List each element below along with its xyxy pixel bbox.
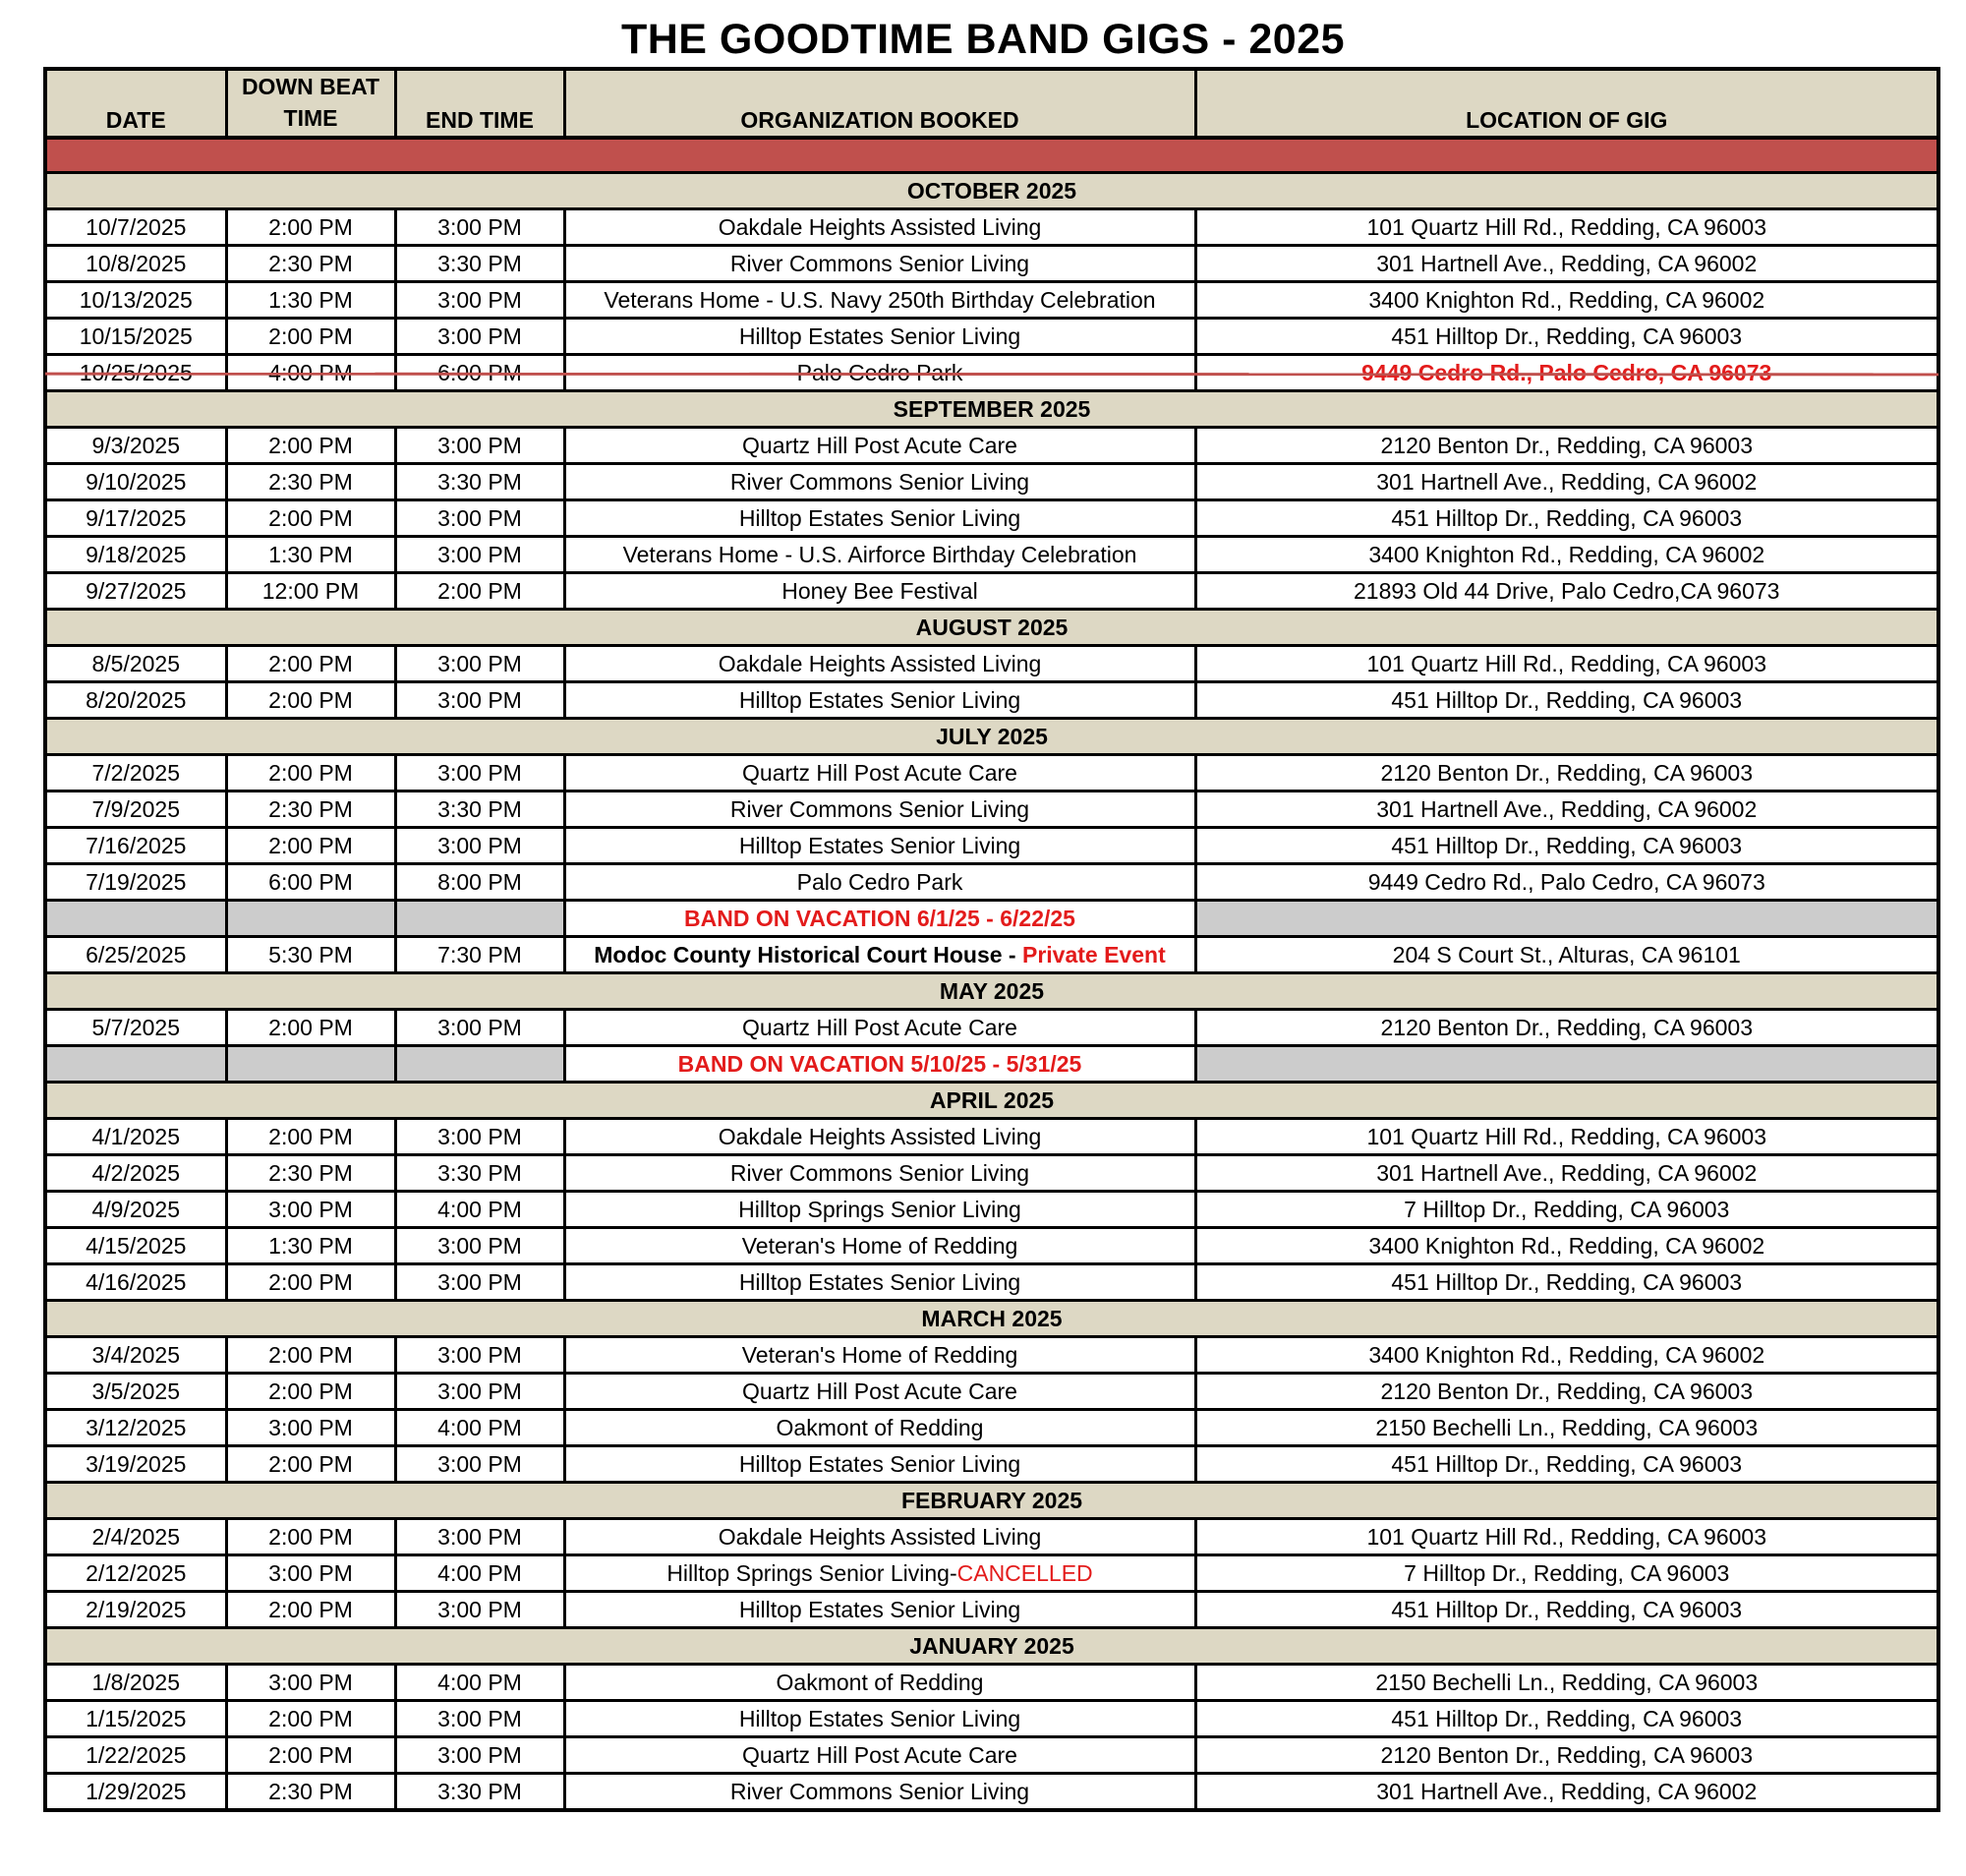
cell-date: 9/17/2025	[45, 500, 226, 537]
vacation-blank-cell	[1195, 1046, 1938, 1083]
cell-date: 4/9/2025	[45, 1192, 226, 1228]
cell-down-beat-time: 3:00 PM	[226, 1555, 395, 1592]
cell-end-time: 3:00 PM	[395, 1119, 564, 1155]
table-row	[45, 1155, 1938, 1192]
table-header	[45, 69, 1938, 138]
table-row	[45, 246, 1938, 282]
month-label: JANUARY 2025	[45, 1628, 1938, 1665]
month-header-row	[45, 973, 1938, 1010]
cell-location: 9449 Cedro Rd., Palo Cedro, CA 96073	[1195, 864, 1938, 901]
cell-end-time: 3:30 PM	[395, 464, 564, 500]
cell-organization	[564, 246, 1195, 282]
table-row	[45, 1119, 1938, 1155]
month-label: FEBRUARY 2025	[45, 1483, 1938, 1519]
cell-organization	[564, 1410, 1195, 1446]
cell-down-beat-time: 2:00 PM	[226, 755, 395, 791]
column-header-down-beat-line2: TIME	[283, 105, 338, 131]
cell-location: 2150 Bechelli Ln., Redding, CA 96003	[1195, 1665, 1938, 1701]
table-row	[45, 209, 1938, 246]
vacation-note: BAND ON VACATION 5/10/25 - 5/31/25	[564, 1046, 1195, 1083]
cell-date: 9/27/2025	[45, 573, 226, 610]
cell-down-beat-time: 2:00 PM	[226, 319, 395, 355]
cell-organization	[564, 864, 1195, 901]
cell-location: 451 Hilltop Dr., Redding, CA 96003	[1195, 500, 1938, 537]
cell-down-beat-time: 4:00 PM	[226, 355, 395, 391]
table-row	[45, 1592, 1938, 1628]
cell-date: 1/22/2025	[45, 1737, 226, 1774]
cell-down-beat-time: 2:30 PM	[226, 246, 395, 282]
vacation-blank-cell	[226, 1046, 395, 1083]
cell-end-time: 3:00 PM	[395, 1374, 564, 1410]
cell-organization	[564, 755, 1195, 791]
organization-note: CANCELLED	[956, 1559, 1093, 1586]
column-header-date: DATE	[45, 69, 226, 138]
cell-end-time: 4:00 PM	[395, 1192, 564, 1228]
cell-location: 451 Hilltop Dr., Redding, CA 96003	[1195, 1592, 1938, 1628]
organization-name: Hilltop Estates Senior Living	[738, 1596, 1021, 1622]
table-row	[45, 1555, 1938, 1592]
cell-location: 451 Hilltop Dr., Redding, CA 96003	[1195, 1446, 1938, 1483]
cell-down-beat-time: 2:00 PM	[226, 682, 395, 719]
cell-location: 451 Hilltop Dr., Redding, CA 96003	[1195, 1264, 1938, 1301]
month-label: OCTOBER 2025	[45, 173, 1938, 209]
table-row	[45, 864, 1938, 901]
month-header-row	[45, 1083, 1938, 1119]
cell-date: 8/5/2025	[45, 646, 226, 682]
cell-down-beat-time: 3:00 PM	[226, 1665, 395, 1701]
cell-end-time: 4:00 PM	[395, 1555, 564, 1592]
cell-organization	[564, 1665, 1195, 1701]
organization-name: Hilltop Estates Senior Living	[738, 1450, 1021, 1477]
cell-date: 7/16/2025	[45, 828, 226, 864]
cell-date: 2/19/2025	[45, 1592, 226, 1628]
cell-down-beat-time: 2:00 PM	[226, 1010, 395, 1046]
month-header-row	[45, 719, 1938, 755]
cell-end-time: 7:30 PM	[395, 937, 564, 973]
cell-location: 301 Hartnell Ave., Redding, CA 96002	[1195, 1774, 1938, 1811]
cell-organization	[564, 1446, 1195, 1483]
vacation-blank-cell	[395, 1046, 564, 1083]
column-header-down-beat-line1: DOWN BEAT	[241, 74, 380, 99]
organization-name: River Commons Senior Living	[729, 1778, 1030, 1804]
cell-down-beat-time: 2:00 PM	[226, 428, 395, 464]
cell-end-time: 3:00 PM	[395, 1737, 564, 1774]
cell-end-time: 3:00 PM	[395, 1010, 564, 1046]
cell-organization	[564, 573, 1195, 610]
cell-end-time: 3:00 PM	[395, 1337, 564, 1374]
cell-down-beat-time: 2:00 PM	[226, 1701, 395, 1737]
organization-name: Palo Cedro Park	[796, 868, 963, 895]
organization-name: Quartz Hill Post Acute Care	[742, 432, 1017, 458]
cell-organization	[564, 209, 1195, 246]
table-row	[45, 1264, 1938, 1301]
cell-end-time: 6:00 PM	[395, 355, 564, 391]
cell-end-time: 2:00 PM	[395, 573, 564, 610]
vacation-row	[45, 901, 1938, 937]
month-header-row	[45, 1301, 1938, 1337]
organization-name: Hilltop Estates Senior Living	[738, 832, 1021, 858]
table-row	[45, 537, 1938, 573]
table-row	[45, 319, 1938, 355]
cell-end-time: 3:30 PM	[395, 1774, 564, 1811]
organization-name: Quartz Hill Post Acute Care	[742, 1741, 1017, 1768]
cell-date: 10/13/2025	[45, 282, 226, 319]
organization-name: Modoc County Historical Court House -	[594, 941, 1022, 967]
vacation-note: BAND ON VACATION 6/1/25 - 6/22/25	[564, 901, 1195, 937]
cell-date: 3/19/2025	[45, 1446, 226, 1483]
cell-organization	[564, 828, 1195, 864]
cell-location: 9449 Cedro Rd., Palo Cedro, CA 96073	[1195, 355, 1938, 391]
cell-location: 2120 Benton Dr., Redding, CA 96003	[1195, 1010, 1938, 1046]
cell-end-time: 3:00 PM	[395, 319, 564, 355]
cell-location: 301 Hartnell Ave., Redding, CA 96002	[1195, 1155, 1938, 1192]
organization-name: River Commons Senior Living	[729, 468, 1030, 495]
page-title: THE GOODTIME BAND GIGS - 2025	[620, 16, 1346, 63]
vacation-blank-cell	[45, 901, 226, 937]
cell-down-beat-time: 3:00 PM	[226, 1410, 395, 1446]
cell-down-beat-time: 2:00 PM	[226, 1374, 395, 1410]
cell-location: 101 Quartz Hill Rd., Redding, CA 96003	[1195, 1519, 1938, 1555]
cell-down-beat-time: 2:00 PM	[226, 1592, 395, 1628]
cell-date: 3/12/2025	[45, 1410, 226, 1446]
cell-date: 3/5/2025	[45, 1374, 226, 1410]
organization-note: Private Event	[1021, 941, 1166, 967]
organization-name: Hilltop Estates Senior Living	[738, 504, 1021, 531]
cell-organization	[564, 1555, 1195, 1592]
cell-down-beat-time: 2:00 PM	[226, 1519, 395, 1555]
month-label: MAY 2025	[45, 973, 1938, 1010]
cell-date: 7/2/2025	[45, 755, 226, 791]
table-row	[45, 464, 1938, 500]
cell-end-time: 3:00 PM	[395, 428, 564, 464]
table-row	[45, 1337, 1938, 1374]
vacation-blank-cell	[226, 901, 395, 937]
month-label: APRIL 2025	[45, 1083, 1938, 1119]
cell-down-beat-time: 2:00 PM	[226, 646, 395, 682]
table-row	[45, 755, 1938, 791]
organization-name: Oakmont of Redding	[776, 1669, 984, 1695]
cell-date: 10/7/2025	[45, 209, 226, 246]
table-row	[45, 1519, 1938, 1555]
cell-location: 101 Quartz Hill Rd., Redding, CA 96003	[1195, 209, 1938, 246]
cell-end-time: 3:30 PM	[395, 1155, 564, 1192]
table-row	[45, 1228, 1938, 1264]
cell-date: 4/1/2025	[45, 1119, 226, 1155]
cell-date: 6/25/2025	[45, 937, 226, 973]
table-row	[45, 1701, 1938, 1737]
month-label: JULY 2025	[45, 719, 1938, 755]
cell-end-time: 8:00 PM	[395, 864, 564, 901]
table-row	[45, 1665, 1938, 1701]
cell-organization	[564, 1155, 1195, 1192]
accent-band-row	[45, 138, 1938, 173]
cell-location: 21893 Old 44 Drive, Palo Cedro,CA 96073	[1195, 573, 1938, 610]
cell-down-beat-time: 3:00 PM	[226, 1192, 395, 1228]
cell-date: 9/18/2025	[45, 537, 226, 573]
table-row	[45, 1192, 1938, 1228]
cell-end-time: 3:00 PM	[395, 282, 564, 319]
cell-down-beat-time: 2:00 PM	[226, 500, 395, 537]
table-row	[45, 1774, 1938, 1811]
cell-date: 7/9/2025	[45, 791, 226, 828]
month-label: AUGUST 2025	[45, 610, 1938, 646]
cell-date: 9/3/2025	[45, 428, 226, 464]
cell-organization	[564, 1701, 1195, 1737]
cell-date: 4/16/2025	[45, 1264, 226, 1301]
cell-down-beat-time: 2:00 PM	[226, 1264, 395, 1301]
organization-name: Quartz Hill Post Acute Care	[742, 1014, 1017, 1040]
organization-name: Veterans Home - U.S. Navy 250th Birthday Celebration	[604, 286, 1156, 313]
table-row	[45, 1737, 1938, 1774]
cell-end-time: 4:00 PM	[395, 1665, 564, 1701]
cell-down-beat-time: 1:30 PM	[226, 537, 395, 573]
cell-location: 2120 Benton Dr., Redding, CA 96003	[1195, 1374, 1938, 1410]
cell-organization	[564, 1337, 1195, 1374]
cell-end-time: 4:00 PM	[395, 1410, 564, 1446]
month-header-row	[45, 391, 1938, 428]
cell-date: 1/8/2025	[45, 1665, 226, 1701]
organization-name: Oakdale Heights Assisted Living	[718, 213, 1042, 240]
cell-down-beat-time: 5:30 PM	[226, 937, 395, 973]
gigs-table	[43, 67, 1940, 1812]
table-row	[45, 1410, 1938, 1446]
cell-down-beat-time: 1:30 PM	[226, 1228, 395, 1264]
cell-location: 451 Hilltop Dr., Redding, CA 96003	[1195, 828, 1938, 864]
table-row	[45, 937, 1938, 973]
cell-location: 301 Hartnell Ave., Redding, CA 96002	[1195, 464, 1938, 500]
cell-down-beat-time: 12:00 PM	[226, 573, 395, 610]
cell-location: 3400 Knighton Rd., Redding, CA 96002	[1195, 1337, 1938, 1374]
cell-organization	[564, 537, 1195, 573]
cell-location: 451 Hilltop Dr., Redding, CA 96003	[1195, 1701, 1938, 1737]
cell-date: 2/12/2025	[45, 1555, 226, 1592]
cell-organization	[564, 1192, 1195, 1228]
month-header-row	[45, 1483, 1938, 1519]
cell-date: 10/25/2025	[45, 355, 226, 391]
cell-end-time: 3:00 PM	[395, 682, 564, 719]
cell-date: 9/10/2025	[45, 464, 226, 500]
organization-name: Oakmont of Redding	[776, 1414, 984, 1440]
organization-name: Honey Bee Festival	[781, 577, 978, 604]
cell-down-beat-time: 2:00 PM	[226, 1119, 395, 1155]
vacation-blank-cell	[1195, 901, 1938, 937]
cell-date: 1/29/2025	[45, 1774, 226, 1811]
cell-date: 7/19/2025	[45, 864, 226, 901]
cell-location: 101 Quartz Hill Rd., Redding, CA 96003	[1195, 646, 1938, 682]
cell-location: 7 Hilltop Dr., Redding, CA 96003	[1195, 1555, 1938, 1592]
cell-down-beat-time: 2:30 PM	[226, 791, 395, 828]
cell-organization	[564, 1228, 1195, 1264]
table-row	[45, 573, 1938, 610]
organization-name: Hilltop Springs Senior Living	[738, 1196, 1021, 1222]
organization-name: Hilltop Estates Senior Living	[738, 1268, 1021, 1295]
organization-name: Hilltop Estates Senior Living	[738, 1705, 1021, 1731]
vacation-blank-cell	[45, 1046, 226, 1083]
cell-organization	[564, 500, 1195, 537]
cell-down-beat-time: 2:00 PM	[226, 1737, 395, 1774]
month-label: MARCH 2025	[45, 1301, 1938, 1337]
cell-down-beat-time: 2:00 PM	[226, 1337, 395, 1374]
organization-name: Palo Cedro Park	[796, 359, 963, 385]
cell-date: 2/4/2025	[45, 1519, 226, 1555]
organization-name: Veteran's Home of Redding	[741, 1341, 1018, 1368]
cell-organization	[564, 282, 1195, 319]
organization-name: Oakdale Heights Assisted Living	[718, 1123, 1042, 1149]
table-row	[45, 828, 1938, 864]
cell-location: 2120 Benton Dr., Redding, CA 96003	[1195, 1737, 1938, 1774]
cell-location: 7 Hilltop Dr., Redding, CA 96003	[1195, 1192, 1938, 1228]
cell-date: 10/15/2025	[45, 319, 226, 355]
cell-date: 1/15/2025	[45, 1701, 226, 1737]
cell-location: 101 Quartz Hill Rd., Redding, CA 96003	[1195, 1119, 1938, 1155]
cell-down-beat-time: 2:30 PM	[226, 1774, 395, 1811]
organization-name: Quartz Hill Post Acute Care	[742, 759, 1017, 786]
cell-location: 3400 Knighton Rd., Redding, CA 96002	[1195, 1228, 1938, 1264]
cell-end-time: 3:00 PM	[395, 1519, 564, 1555]
month-header-row	[45, 1628, 1938, 1665]
cell-end-time: 3:00 PM	[395, 500, 564, 537]
cell-end-time: 3:00 PM	[395, 1446, 564, 1483]
cell-organization	[564, 682, 1195, 719]
column-header-organization: ORGANIZATION BOOKED	[564, 69, 1195, 138]
organization-name: Veterans Home - U.S. Airforce Birthday Celebration	[622, 541, 1137, 567]
organization-name: Hilltop Springs Senior Living-	[666, 1559, 957, 1586]
cell-end-time: 3:00 PM	[395, 1228, 564, 1264]
table-row	[45, 1010, 1938, 1046]
cell-organization	[564, 319, 1195, 355]
cell-down-beat-time: 2:30 PM	[226, 464, 395, 500]
cell-date: 10/8/2025	[45, 246, 226, 282]
cell-organization	[564, 1774, 1195, 1811]
vacation-blank-cell	[395, 901, 564, 937]
column-header-down-beat-time	[226, 69, 395, 138]
organization-name: Veteran's Home of Redding	[741, 1232, 1018, 1259]
cell-date: 8/20/2025	[45, 682, 226, 719]
cell-end-time: 3:00 PM	[395, 1701, 564, 1737]
table-row	[45, 791, 1938, 828]
cell-location: 301 Hartnell Ave., Redding, CA 96002	[1195, 791, 1938, 828]
cell-end-time: 3:30 PM	[395, 246, 564, 282]
cell-end-time: 3:00 PM	[395, 537, 564, 573]
cell-organization	[564, 1592, 1195, 1628]
month-label: SEPTEMBER 2025	[45, 391, 1938, 428]
cell-organization	[564, 1010, 1195, 1046]
cell-location: 2150 Bechelli Ln., Redding, CA 96003	[1195, 1410, 1938, 1446]
cell-location: 204 S Court St., Alturas, CA 96101	[1195, 937, 1938, 973]
cell-down-beat-time: 2:00 PM	[226, 1446, 395, 1483]
cell-down-beat-time: 6:00 PM	[226, 864, 395, 901]
table-row	[45, 682, 1938, 719]
cell-end-time: 3:00 PM	[395, 1264, 564, 1301]
organization-name: Quartz Hill Post Acute Care	[742, 1378, 1017, 1404]
cell-location: 2120 Benton Dr., Redding, CA 96003	[1195, 428, 1938, 464]
cell-organization	[564, 1737, 1195, 1774]
cell-organization	[564, 1519, 1195, 1555]
cell-organization	[564, 1119, 1195, 1155]
cell-location: 451 Hilltop Dr., Redding, CA 96003	[1195, 319, 1938, 355]
cell-date: 4/15/2025	[45, 1228, 226, 1264]
accent-band	[45, 138, 1938, 173]
cell-organization	[564, 428, 1195, 464]
cell-organization	[564, 1374, 1195, 1410]
cell-end-time: 3:30 PM	[395, 791, 564, 828]
cell-end-time: 3:00 PM	[395, 209, 564, 246]
cell-down-beat-time: 1:30 PM	[226, 282, 395, 319]
cell-organization	[564, 1264, 1195, 1301]
cell-end-time: 3:00 PM	[395, 1592, 564, 1628]
organization-name: River Commons Senior Living	[729, 795, 1030, 822]
organization-name: Oakdale Heights Assisted Living	[718, 650, 1042, 676]
organization-name: Hilltop Estates Senior Living	[738, 322, 1021, 349]
cell-location: 451 Hilltop Dr., Redding, CA 96003	[1195, 682, 1938, 719]
table-row	[45, 500, 1938, 537]
cell-organization	[564, 464, 1195, 500]
column-header-location: LOCATION OF GIG	[1195, 69, 1938, 138]
month-header-row	[45, 610, 1938, 646]
organization-name: River Commons Senior Living	[729, 250, 1030, 276]
organization-name: Hilltop Estates Senior Living	[738, 686, 1021, 713]
cell-organization	[564, 791, 1195, 828]
cell-down-beat-time: 2:30 PM	[226, 1155, 395, 1192]
cell-location: 2120 Benton Dr., Redding, CA 96003	[1195, 755, 1938, 791]
vacation-row	[45, 1046, 1938, 1083]
column-header-end-time: END TIME	[395, 69, 564, 138]
table-row	[45, 646, 1938, 682]
table-row	[45, 1446, 1938, 1483]
table-row	[45, 428, 1938, 464]
cell-date: 5/7/2025	[45, 1010, 226, 1046]
cell-down-beat-time: 2:00 PM	[226, 828, 395, 864]
cell-down-beat-time: 2:00 PM	[226, 209, 395, 246]
cell-location: 3400 Knighton Rd., Redding, CA 96002	[1195, 537, 1938, 573]
cell-location: 301 Hartnell Ave., Redding, CA 96002	[1195, 246, 1938, 282]
table-body	[45, 138, 1938, 1810]
cell-date: 4/2/2025	[45, 1155, 226, 1192]
table-row	[45, 282, 1938, 319]
organization-name: Oakdale Heights Assisted Living	[718, 1523, 1042, 1550]
organization-name: River Commons Senior Living	[729, 1159, 1030, 1186]
month-header-row	[45, 173, 1938, 209]
cell-date: 3/4/2025	[45, 1337, 226, 1374]
cell-organization	[564, 937, 1195, 973]
table-row	[45, 1374, 1938, 1410]
cell-location: 3400 Knighton Rd., Redding, CA 96002	[1195, 282, 1938, 319]
cell-end-time: 3:00 PM	[395, 646, 564, 682]
cell-organization	[564, 646, 1195, 682]
cell-end-time: 3:00 PM	[395, 755, 564, 791]
cell-end-time: 3:00 PM	[395, 828, 564, 864]
